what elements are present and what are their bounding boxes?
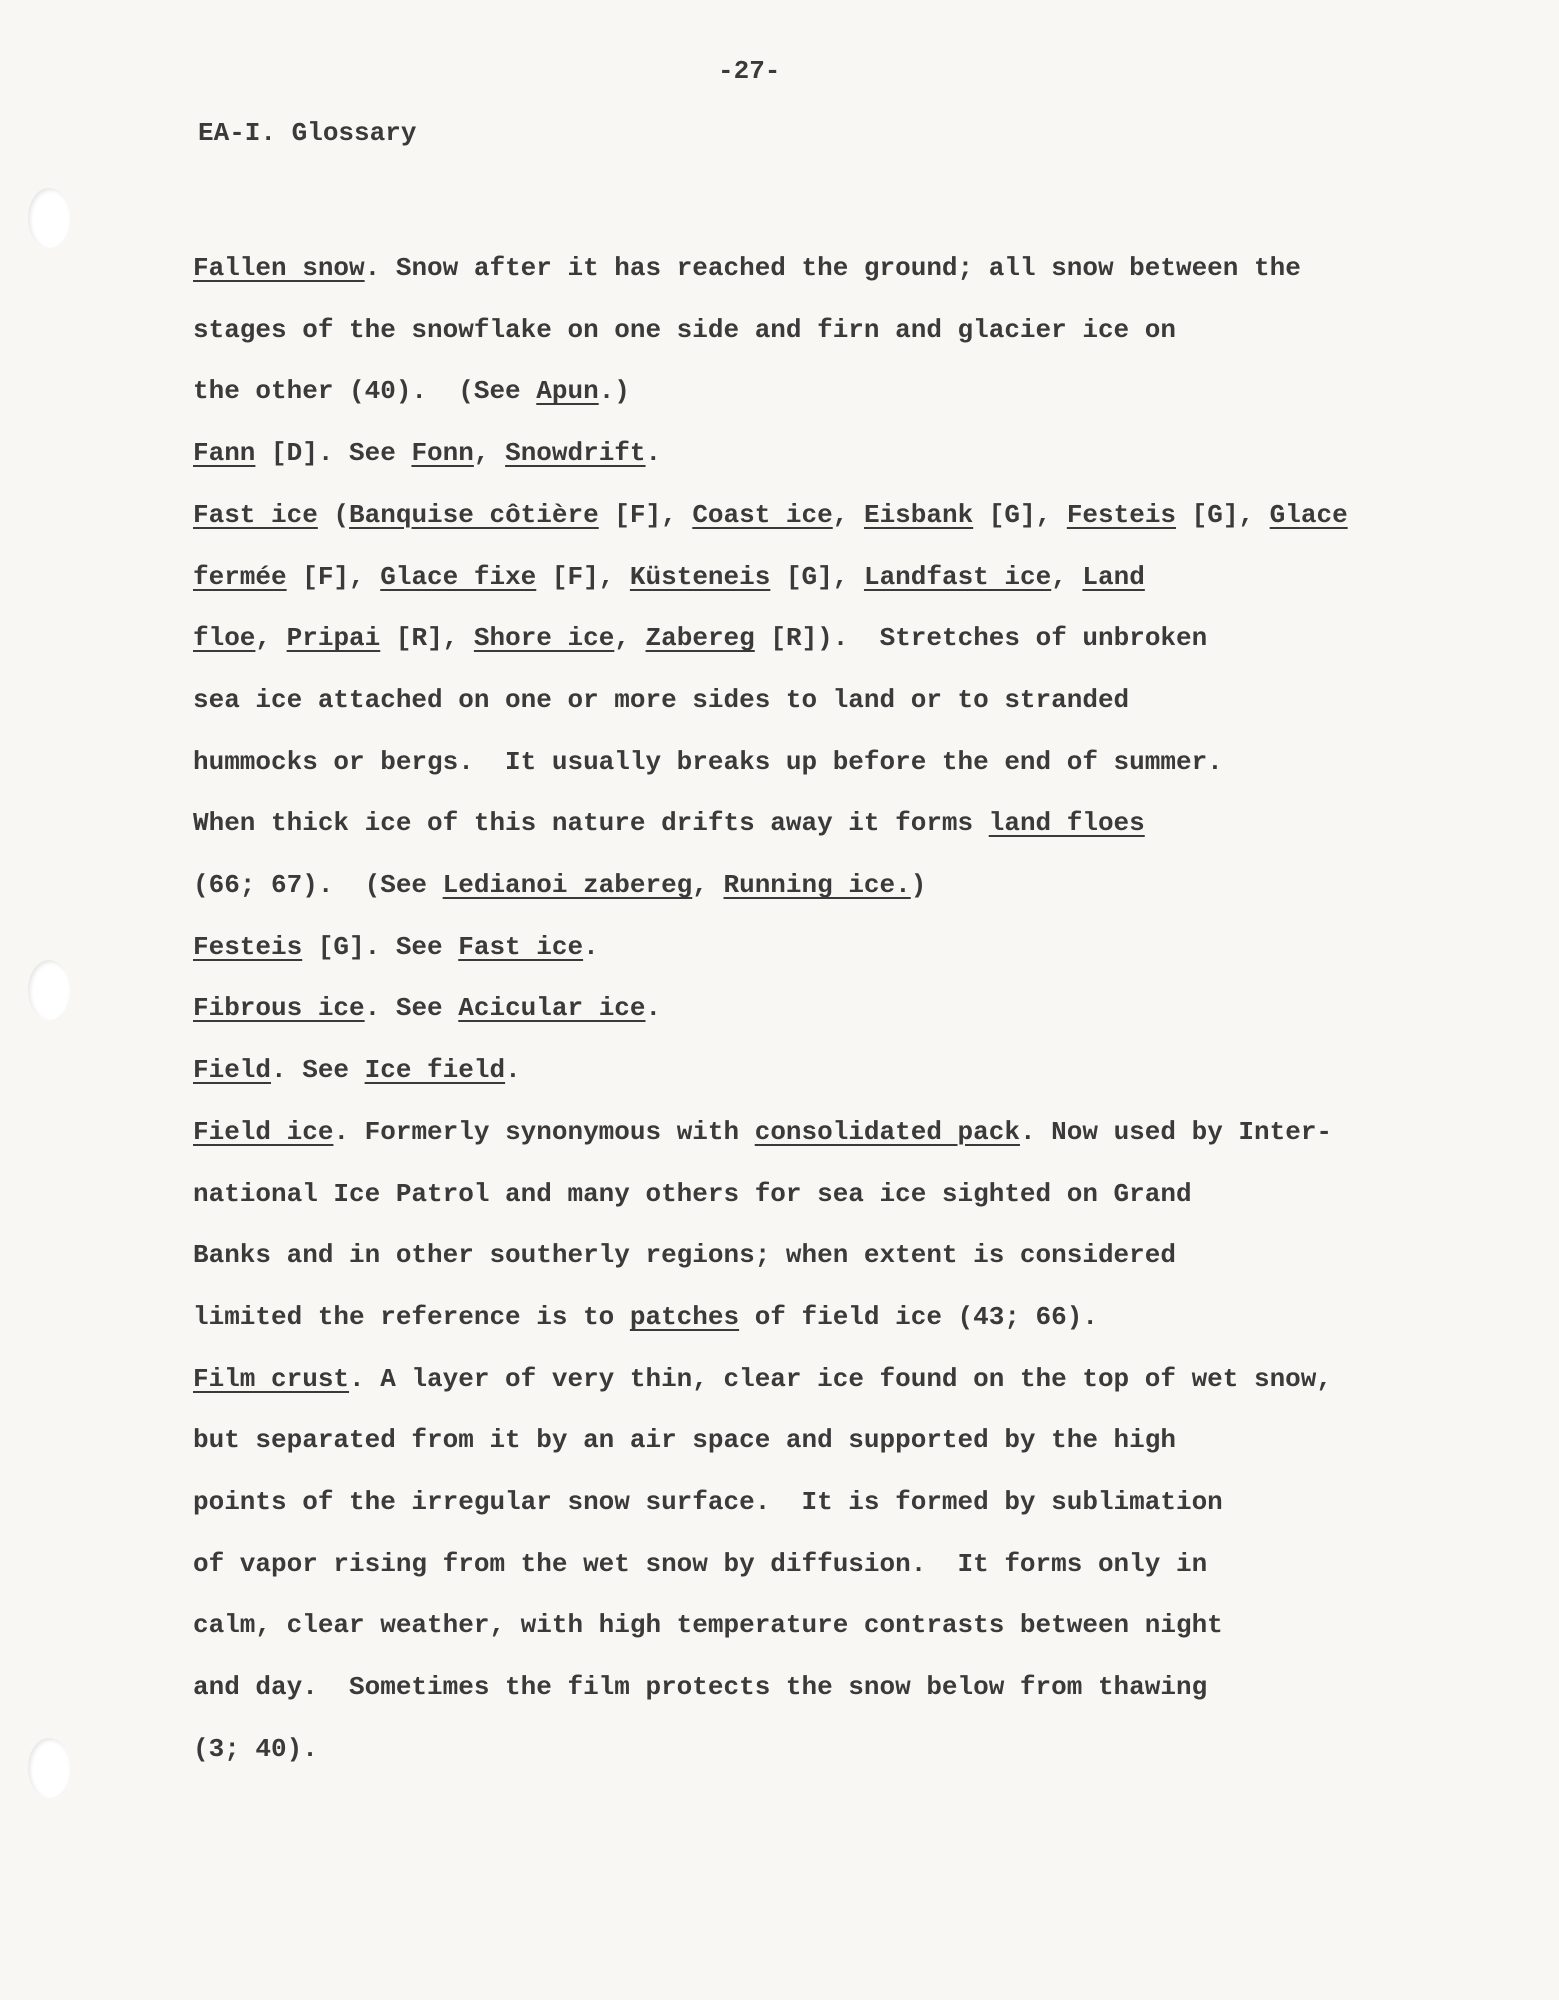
definition-text: [D]. See [255, 438, 412, 469]
entry-field-ice [193, 1102, 1393, 1349]
synonym: floe [193, 623, 256, 654]
cross-reference-patches: patches [629, 1301, 740, 1332]
cross-reference-fonn: Fonn [411, 438, 474, 469]
separator: , [832, 499, 864, 530]
synonym: Glace [1269, 499, 1348, 530]
punctuation: . [505, 1055, 521, 1086]
cross-reference-snowdrift: Snowdrift [505, 438, 646, 469]
separator: , [692, 870, 724, 901]
synonym: Eisbank [863, 499, 974, 530]
entry-fast-ice [193, 485, 1393, 917]
language-tag: [F], [286, 561, 381, 592]
punctuation: . [583, 931, 599, 962]
entry-fallen-snow [193, 238, 1393, 423]
punctuation: ( [317, 499, 350, 530]
definition-text: (3; 40). [193, 1733, 318, 1764]
definition-text: . Formerly synonymous with [333, 1116, 755, 1147]
definition-text: hummocks or bergs. It usually breaks up before the end of summer. [193, 746, 1223, 777]
synonym: Shore ice [473, 623, 615, 654]
cross-reference-ice-field: Ice field [364, 1055, 506, 1086]
glossary-entries [193, 238, 1393, 1781]
definition-text: .) [598, 376, 630, 407]
cross-reference-apun: Apun [536, 376, 599, 407]
punctuation: . [645, 438, 662, 469]
entry-field [193, 1040, 1393, 1102]
entry-fann [193, 423, 1393, 485]
definition-text: . A layer of very thin, clear ice found on the top of wet snow, [349, 1363, 1332, 1394]
definition-line [193, 608, 1393, 670]
synonym: Festeis [1066, 499, 1177, 530]
term-festeis: Festeis [193, 931, 303, 962]
definition-text: the other (40). (See [193, 376, 537, 407]
language-tag: [G], [973, 499, 1067, 530]
section-heading: EA-I. Glossary [198, 118, 417, 148]
cross-reference-acicular-ice: Acicular ice [458, 993, 646, 1024]
punctuation: . [645, 993, 662, 1024]
language-tag: [F], [536, 561, 630, 592]
synonym: Landfast ice [863, 561, 1052, 592]
cross-reference-consolidated-pack: consolidated pack [754, 1116, 1020, 1147]
definition-text: When thick ice of this nature drifts away it forms [193, 808, 989, 839]
separator: , [1051, 561, 1083, 592]
definition-line [193, 855, 1393, 917]
cross-reference-land-floes: land floes [988, 808, 1145, 839]
synonym: Coast ice [692, 499, 833, 530]
term-fast-ice: Fast ice [193, 499, 318, 530]
definition-text: stages of the snowflake on one side and firn and glacier ice on [193, 314, 1176, 345]
separator: , [473, 438, 506, 469]
punch-hole-top [28, 188, 70, 248]
language-tag: [G], [1176, 499, 1270, 530]
definition-line [193, 547, 1393, 609]
definition-text: calm, clear weather, with high temperature contrasts between night [193, 1610, 1223, 1641]
definition-line [193, 793, 1393, 855]
definition-line [193, 361, 1393, 423]
entry-film-crust [193, 1349, 1393, 1781]
term-field-ice: Field ice [193, 1116, 334, 1147]
page-number: -27- [718, 56, 781, 86]
entry-fibrous-ice [193, 978, 1393, 1040]
definition-text: of vapor rising from the wet snow by diffusion. It forms only in [193, 1548, 1208, 1579]
synonym: Zabereg [645, 623, 755, 654]
synonym: Pripai [286, 623, 381, 654]
term-fibrous-ice: Fibrous ice [193, 993, 365, 1024]
synonym: Küsteneis [629, 561, 771, 592]
definition-text: of field ice (43; 66). [739, 1301, 1098, 1332]
definition-text: sea ice attached on one or more sides to land or to stranded [193, 684, 1130, 715]
synonym: Glace fixe [380, 561, 537, 592]
language-tag: [G], [770, 561, 864, 592]
term-fann: Fann [193, 438, 256, 469]
term-field: Field [193, 1055, 272, 1086]
term-fallen-snow: Fallen snow [193, 253, 365, 283]
definition-text: (66; 67). (See [193, 870, 443, 901]
punch-hole-middle [28, 960, 70, 1020]
definition-text: . Snow after it has reached the ground; all snow between the [364, 253, 1301, 283]
language-tag: [F], [598, 499, 693, 530]
definition-text: and day. Sometimes the film protects the snow below from thawing [193, 1672, 1208, 1703]
definition-text: [R]). Stretches of unbroken [754, 623, 1208, 654]
definition-text: Banks and in other southerly regions; when extent is considered [193, 1240, 1176, 1271]
term-film-crust: Film crust [193, 1363, 350, 1394]
definition-text: points of the irregular snow surface. It is formed by sublimation [193, 1487, 1223, 1518]
definition-text: . See [364, 993, 459, 1024]
entry-festeis [193, 917, 1393, 979]
cross-reference-running-ice: Running ice. [723, 870, 911, 901]
definition-line [193, 1287, 1393, 1349]
synonym: Banquise côtière [349, 499, 599, 530]
punctuation: ) [910, 870, 927, 901]
definition-text: limited the reference is to [193, 1301, 630, 1332]
definition-text: national Ice Patrol and many others for sea ice sighted on Grand [193, 1178, 1192, 1209]
separator: , [255, 623, 287, 654]
synonym: Land [1082, 561, 1145, 592]
cross-reference-ledianoi-zabereg: Ledianoi zabereg [442, 870, 693, 901]
separator: , [614, 623, 646, 654]
definition-text: but separated from it by an air space and supported by the high [193, 1425, 1176, 1456]
cross-reference-fast-ice: Fast ice [458, 931, 584, 962]
definition-text: [G]. See [302, 931, 459, 962]
punch-hole-bottom [28, 1738, 70, 1798]
synonym: fermée [193, 561, 287, 592]
definition-text: . Now used by Inter- [1019, 1116, 1333, 1147]
language-tag: [R], [380, 623, 474, 654]
definition-text: . See [271, 1055, 365, 1086]
